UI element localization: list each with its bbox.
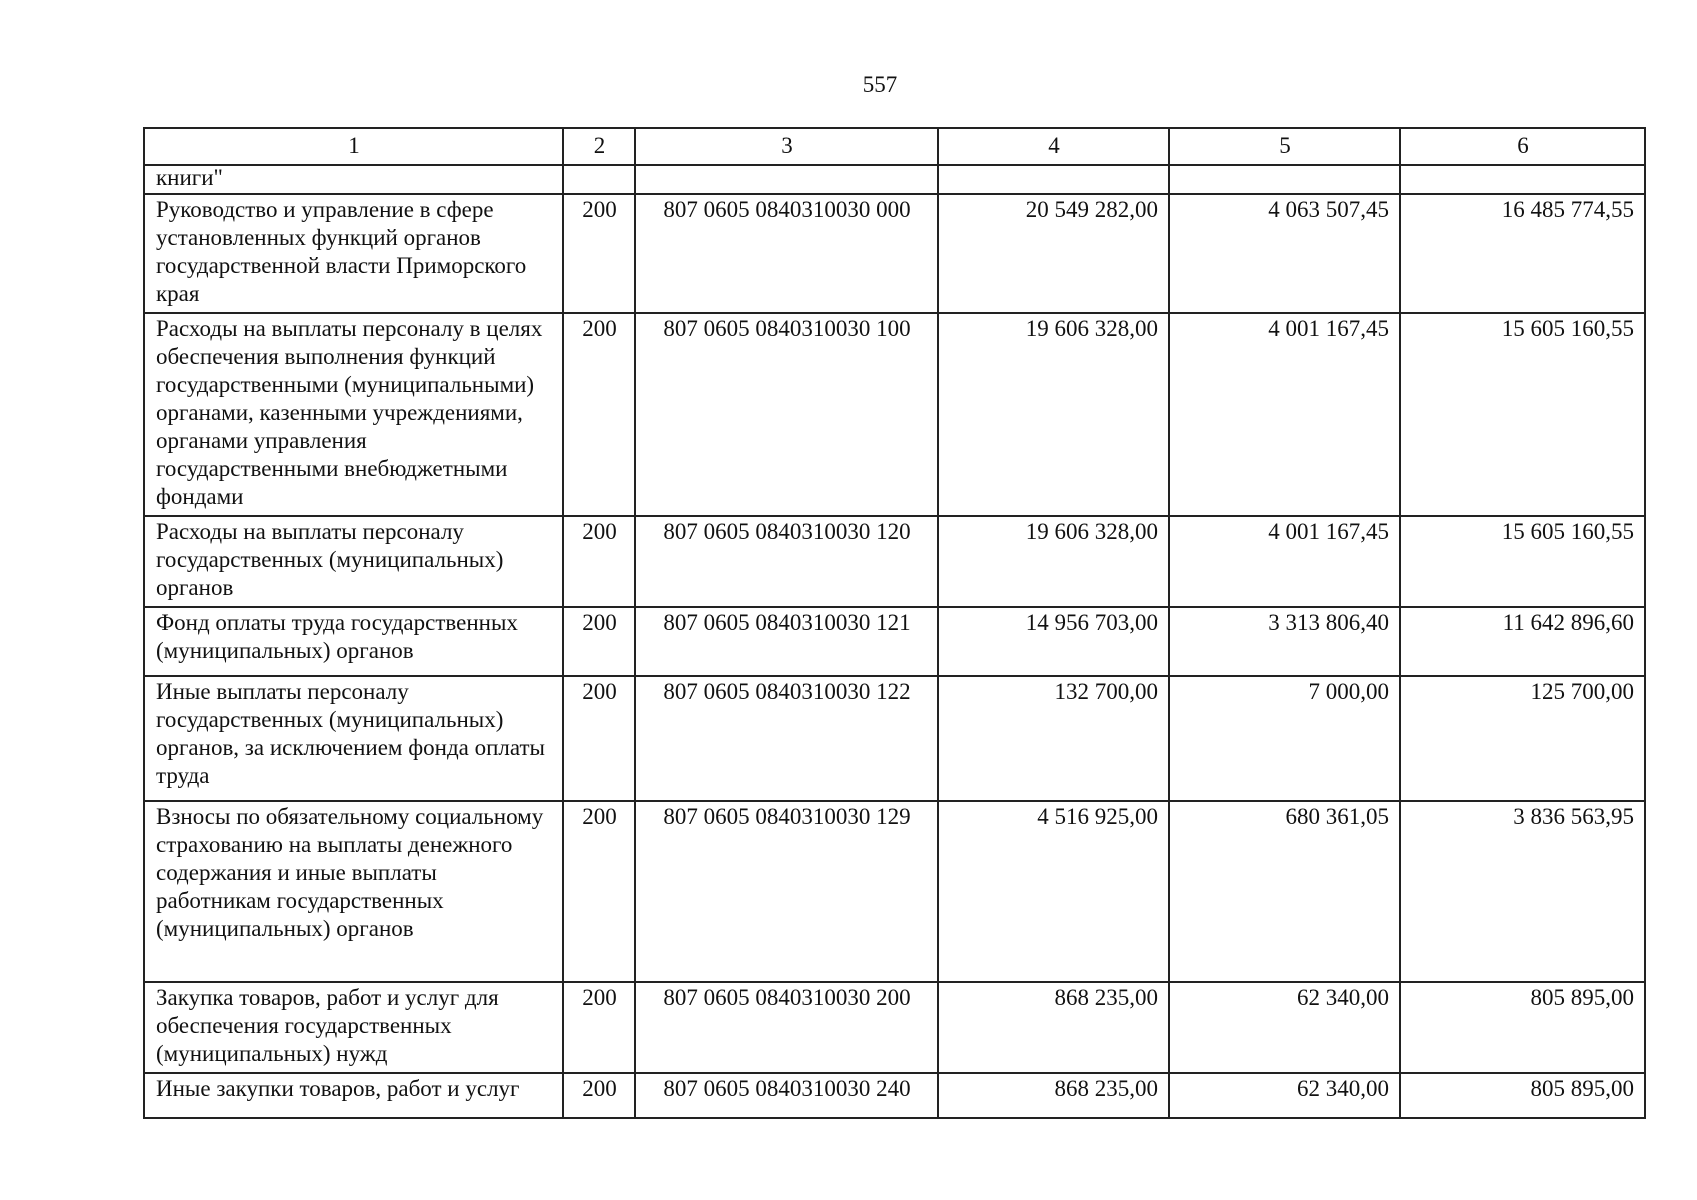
row-group: 200 [563,1073,635,1118]
header-col-4: 4 [938,128,1169,165]
table-row [144,676,1645,801]
page-number: 557 [862,72,898,97]
table-row [144,607,1645,676]
header-col-5: 5 [1169,128,1400,165]
row-col5: 4 063 507,45 [1169,194,1400,313]
table-row [144,516,1645,607]
row-col5: 680 361,05 [1169,801,1400,982]
row-col6: 11 642 896,60 [1400,607,1645,676]
row-col4: 868 235,00 [938,982,1169,1073]
row-col6: 15 605 160,55 [1400,516,1645,607]
row-name: Расходы на выплаты персоналу государственных (муниципальных) органов [144,516,563,607]
row-code: 807 0605 0840310030 100 [635,313,938,516]
row-col6: 16 485 774,55 [1400,194,1645,313]
row-name: Расходы на выплаты персоналу в целях обеспечения выполнения функций государственными (муниципальными) органами, казенными учреждениями, органами управления государственными внебюджетными фондами [144,313,563,516]
continuation-row [144,165,1645,194]
row-col6: 3 836 563,95 [1400,801,1645,982]
empty-cell [563,165,635,194]
row-group: 200 [563,194,635,313]
row-group: 200 [563,607,635,676]
row-code: 807 0605 0840310030 122 [635,676,938,801]
budget-table [143,127,1646,1119]
row-name: Фонд оплаты труда государственных (муниципальных) органов [144,607,563,676]
header-row [144,128,1645,165]
empty-cell [1400,165,1645,194]
header-col-2: 2 [563,128,635,165]
row-code: 807 0605 0840310030 240 [635,1073,938,1118]
header-col-6: 6 [1400,128,1645,165]
row-col4: 19 606 328,00 [938,516,1169,607]
row-col5: 7 000,00 [1169,676,1400,801]
row-code: 807 0605 0840310030 000 [635,194,938,313]
row-col4: 19 606 328,00 [938,313,1169,516]
row-name: Руководство и управление в сфере установленных функций органов государственной власти Приморского края [144,194,563,313]
row-col6: 15 605 160,55 [1400,313,1645,516]
row-col4: 132 700,00 [938,676,1169,801]
row-col6: 805 895,00 [1400,1073,1645,1118]
table-row [144,982,1645,1073]
header-col-3: 3 [635,128,938,165]
row-group: 200 [563,313,635,516]
row-group: 200 [563,982,635,1073]
row-col4: 868 235,00 [938,1073,1169,1118]
row-name: Иные закупки товаров, работ и услуг [144,1073,563,1118]
row-col6: 125 700,00 [1400,676,1645,801]
header-col-1: 1 [144,128,563,165]
row-code: 807 0605 0840310030 200 [635,982,938,1073]
table-row [144,801,1645,982]
row-code: 807 0605 0840310030 121 [635,607,938,676]
empty-cell [1169,165,1400,194]
empty-cell [938,165,1169,194]
table-row [144,1073,1645,1118]
row-group: 200 [563,676,635,801]
row-col4: 20 549 282,00 [938,194,1169,313]
row-name: Взносы по обязательному социальному страхованию на выплаты денежного содержания и иные выплаты работникам государственных (муниципальных) органов [144,801,563,982]
row-name: Закупка товаров, работ и услуг для обеспечения государственных (муниципальных) нужд [144,982,563,1073]
continuation-text: книги" [144,165,563,194]
row-col5: 62 340,00 [1169,982,1400,1073]
empty-cell [635,165,938,194]
row-col5: 3 313 806,40 [1169,607,1400,676]
row-col5: 4 001 167,45 [1169,313,1400,516]
table-row [144,313,1645,516]
row-name: Иные выплаты персоналу государственных (муниципальных) органов, за исключением фонда оплаты труда [144,676,563,801]
table-row [144,194,1645,313]
row-group: 200 [563,801,635,982]
row-col5: 62 340,00 [1169,1073,1400,1118]
row-col6: 805 895,00 [1400,982,1645,1073]
row-code: 807 0605 0840310030 120 [635,516,938,607]
row-col4: 4 516 925,00 [938,801,1169,982]
row-col5: 4 001 167,45 [1169,516,1400,607]
row-col4: 14 956 703,00 [938,607,1169,676]
row-group: 200 [563,516,635,607]
row-code: 807 0605 0840310030 129 [635,801,938,982]
